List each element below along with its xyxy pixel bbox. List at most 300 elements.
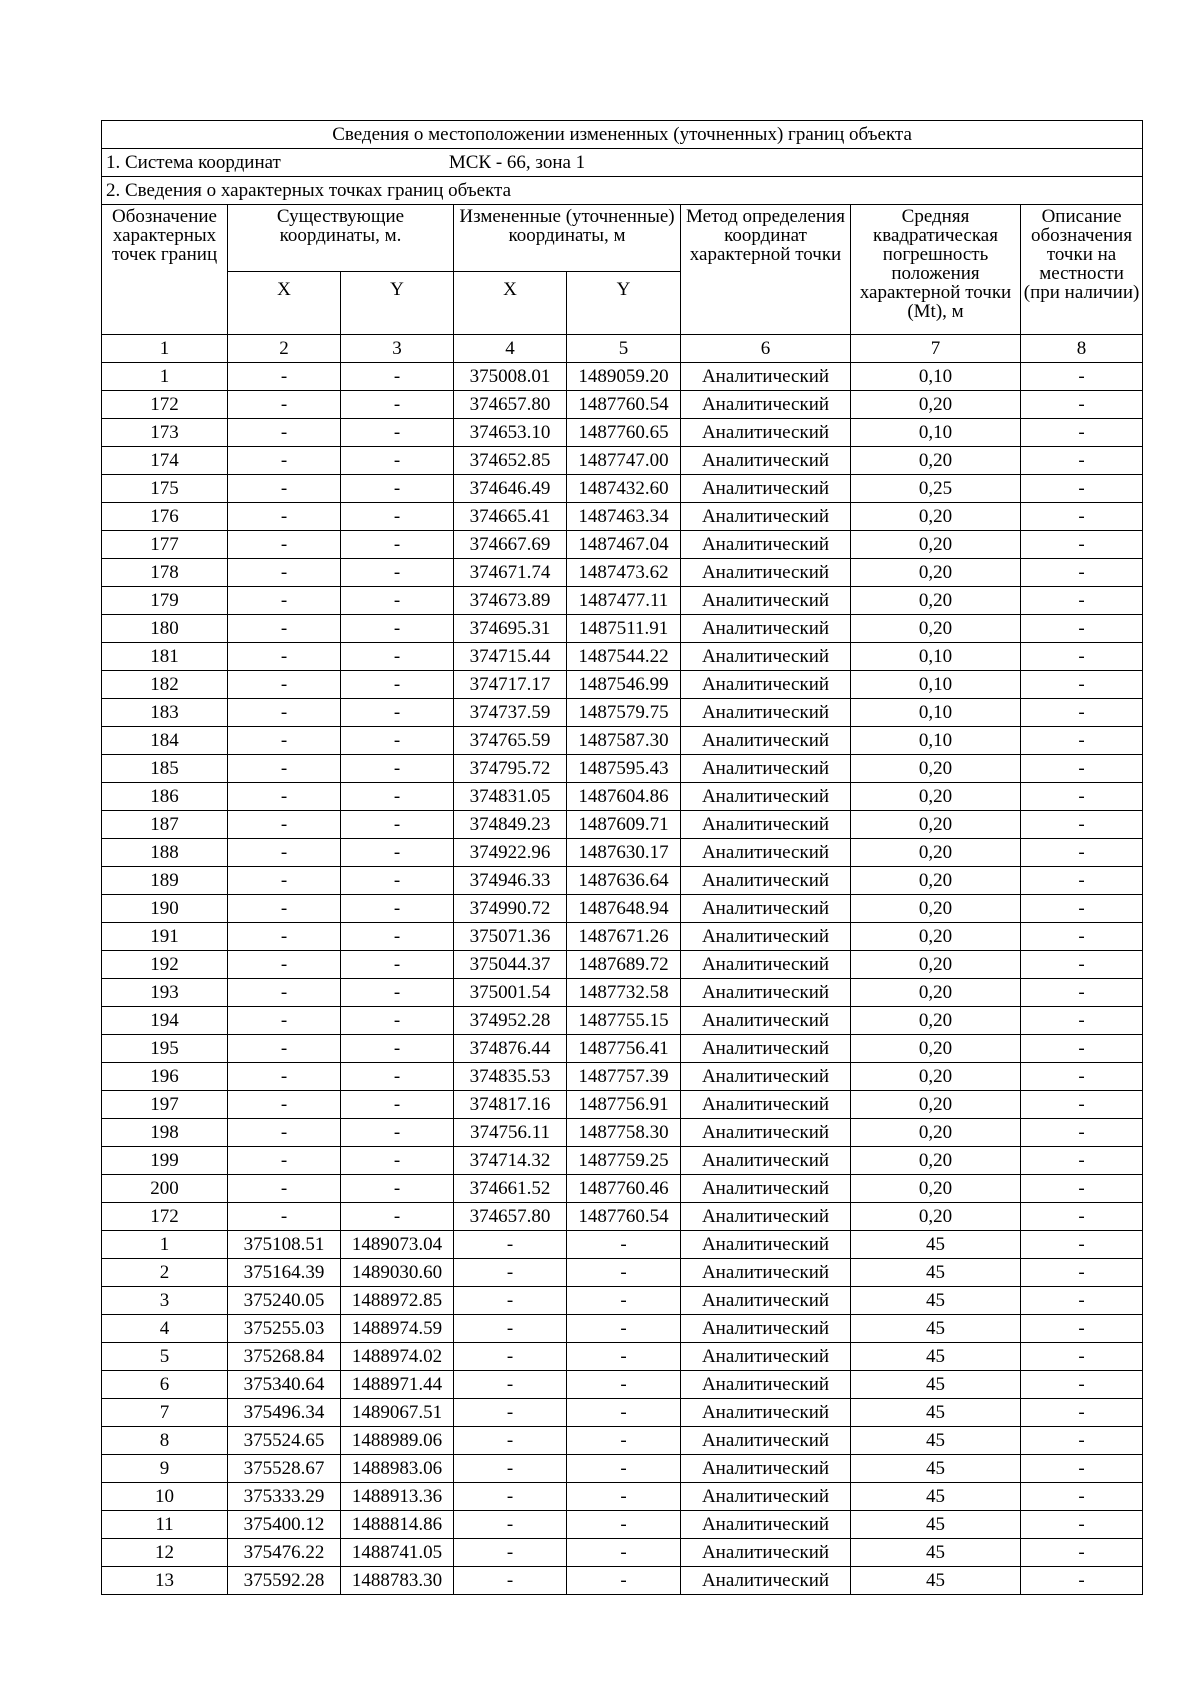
table-row (102, 447, 1143, 475)
point-id-cell: 1 (102, 1231, 228, 1259)
point-id-cell: 192 (102, 951, 228, 979)
header-existing-coords: Существующие координаты, м. (228, 205, 454, 272)
existing-x-cell: - (228, 1175, 341, 1203)
table-row (102, 643, 1143, 671)
changed-y-cell: 1487756.91 (567, 1091, 681, 1119)
changed-y-cell: 1487756.41 (567, 1035, 681, 1063)
description-cell: - (1021, 699, 1143, 727)
changed-y-cell: 1487755.15 (567, 1007, 681, 1035)
description-cell: - (1021, 615, 1143, 643)
existing-x-cell: 375255.03 (228, 1315, 341, 1343)
existing-x-cell: - (228, 1091, 341, 1119)
changed-y-cell: 1487595.43 (567, 755, 681, 783)
table-row (102, 391, 1143, 419)
method-cell: Аналитический (681, 1427, 851, 1455)
error-cell: 0,10 (851, 363, 1021, 391)
error-cell: 0,20 (851, 447, 1021, 475)
point-id-cell: 193 (102, 979, 228, 1007)
table-row (102, 1063, 1143, 1091)
existing-y-cell: - (341, 363, 454, 391)
changed-x-cell: 374952.28 (454, 1007, 567, 1035)
point-id-cell: 4 (102, 1315, 228, 1343)
changed-y-cell: - (567, 1455, 681, 1483)
method-cell: Аналитический (681, 811, 851, 839)
error-cell: 45 (851, 1455, 1021, 1483)
description-cell: - (1021, 1231, 1143, 1259)
method-cell: Аналитический (681, 643, 851, 671)
error-cell: 45 (851, 1371, 1021, 1399)
table-row (102, 1147, 1143, 1175)
table-row (102, 783, 1143, 811)
changed-x-cell: - (454, 1427, 567, 1455)
method-cell: Аналитический (681, 1063, 851, 1091)
error-cell: 0,20 (851, 531, 1021, 559)
point-id-cell: 178 (102, 559, 228, 587)
method-cell: Аналитический (681, 951, 851, 979)
error-cell: 0,20 (851, 951, 1021, 979)
changed-x-cell: 374714.32 (454, 1147, 567, 1175)
point-id-cell: 195 (102, 1035, 228, 1063)
changed-y-cell: 1487636.64 (567, 867, 681, 895)
point-id-cell: 200 (102, 1175, 228, 1203)
column-number: 7 (851, 335, 1021, 363)
changed-y-cell: - (567, 1231, 681, 1259)
description-cell: - (1021, 783, 1143, 811)
point-id-cell: 11 (102, 1511, 228, 1539)
changed-y-cell: 1487760.54 (567, 391, 681, 419)
changed-x-cell: 374673.89 (454, 587, 567, 615)
method-cell: Аналитический (681, 1091, 851, 1119)
table-row (102, 1287, 1143, 1315)
changed-y-cell: 1487609.71 (567, 811, 681, 839)
existing-y-cell: 1489030.60 (341, 1259, 454, 1287)
method-cell: Аналитический (681, 923, 851, 951)
existing-x-cell: 375333.29 (228, 1483, 341, 1511)
existing-x-cell: 375108.51 (228, 1231, 341, 1259)
existing-x-cell: - (228, 587, 341, 615)
changed-y-cell: 1487587.30 (567, 727, 681, 755)
header-row-1 (102, 205, 1143, 272)
existing-y-cell: - (341, 559, 454, 587)
changed-y-cell: 1487432.60 (567, 475, 681, 503)
existing-x-cell: - (228, 475, 341, 503)
changed-y-cell: 1487760.46 (567, 1175, 681, 1203)
changed-y-cell: 1487511.91 (567, 615, 681, 643)
point-id-cell: 7 (102, 1399, 228, 1427)
changed-x-cell: 374665.41 (454, 503, 567, 531)
point-id-cell: 173 (102, 419, 228, 447)
method-cell: Аналитический (681, 1175, 851, 1203)
method-cell: Аналитический (681, 839, 851, 867)
method-cell: Аналитический (681, 587, 851, 615)
table-row (102, 839, 1143, 867)
error-cell: 0,10 (851, 671, 1021, 699)
changed-x-cell: - (454, 1483, 567, 1511)
table-row (102, 475, 1143, 503)
table-row (102, 923, 1143, 951)
point-id-cell: 6 (102, 1371, 228, 1399)
error-cell: 0,20 (851, 979, 1021, 1007)
existing-y-cell: - (341, 503, 454, 531)
error-cell: 45 (851, 1231, 1021, 1259)
existing-y-cell: 1488974.02 (341, 1343, 454, 1371)
description-cell: - (1021, 1007, 1143, 1035)
point-id-cell: 186 (102, 783, 228, 811)
changed-y-cell: - (567, 1511, 681, 1539)
method-cell: Аналитический (681, 1511, 851, 1539)
point-id-cell: 176 (102, 503, 228, 531)
method-cell: Аналитический (681, 1371, 851, 1399)
existing-y-cell: 1488971.44 (341, 1371, 454, 1399)
point-id-cell: 191 (102, 923, 228, 951)
error-cell: 0,20 (851, 503, 1021, 531)
error-cell: 0,20 (851, 1203, 1021, 1231)
method-cell: Аналитический (681, 1007, 851, 1035)
changed-x-cell: 374737.59 (454, 699, 567, 727)
table-row (102, 1259, 1143, 1287)
error-cell: 45 (851, 1483, 1021, 1511)
changed-y-cell: 1487747.00 (567, 447, 681, 475)
table-row (102, 699, 1143, 727)
changed-x-cell: 374756.11 (454, 1119, 567, 1147)
description-cell: - (1021, 1203, 1143, 1231)
existing-x-cell: - (228, 419, 341, 447)
method-cell: Аналитический (681, 1455, 851, 1483)
method-cell: Аналитический (681, 699, 851, 727)
changed-x-cell: 374835.53 (454, 1063, 567, 1091)
existing-x-cell: - (228, 839, 341, 867)
changed-x-cell: 374671.74 (454, 559, 567, 587)
column-number: 6 (681, 335, 851, 363)
changed-x-cell: 374657.80 (454, 1203, 567, 1231)
point-id-cell: 181 (102, 643, 228, 671)
header-method: Метод определения координат характерной точки (681, 205, 851, 335)
description-cell: - (1021, 979, 1143, 1007)
changed-x-cell: 375044.37 (454, 951, 567, 979)
table-row (102, 867, 1143, 895)
method-cell: Аналитический (681, 531, 851, 559)
method-cell: Аналитический (681, 727, 851, 755)
changed-y-cell: 1487463.34 (567, 503, 681, 531)
changed-x-cell: 374661.52 (454, 1175, 567, 1203)
method-cell: Аналитический (681, 1567, 851, 1595)
changed-y-cell: - (567, 1427, 681, 1455)
table-row (102, 1483, 1143, 1511)
point-id-cell: 9 (102, 1455, 228, 1483)
point-id-cell: 12 (102, 1539, 228, 1567)
column-number: 8 (1021, 335, 1143, 363)
method-cell: Аналитический (681, 475, 851, 503)
existing-x-cell: - (228, 363, 341, 391)
existing-x-cell: - (228, 1035, 341, 1063)
changed-x-cell: - (454, 1287, 567, 1315)
description-cell: - (1021, 419, 1143, 447)
description-cell: - (1021, 923, 1143, 951)
table-title: Сведения о местоположении измененных (уточненных) границ объекта (102, 121, 1143, 149)
table-row (102, 363, 1143, 391)
existing-x-cell: - (228, 727, 341, 755)
changed-x-cell: 375071.36 (454, 923, 567, 951)
method-cell: Аналитический (681, 1343, 851, 1371)
error-cell: 0,20 (851, 839, 1021, 867)
point-id-cell: 190 (102, 895, 228, 923)
error-cell: 45 (851, 1287, 1021, 1315)
method-cell: Аналитический (681, 503, 851, 531)
column-numbers-row (102, 335, 1143, 363)
method-cell: Аналитический (681, 615, 851, 643)
description-cell: - (1021, 1483, 1143, 1511)
changed-x-cell: 374653.10 (454, 419, 567, 447)
existing-x-cell: 375240.05 (228, 1287, 341, 1315)
existing-x-cell: 375268.84 (228, 1343, 341, 1371)
error-cell: 0,20 (851, 1091, 1021, 1119)
method-cell: Аналитический (681, 419, 851, 447)
existing-y-cell: - (341, 1119, 454, 1147)
boundary-points-document (101, 120, 1142, 1595)
point-id-cell: 179 (102, 587, 228, 615)
changed-y-cell: 1487732.58 (567, 979, 681, 1007)
table-row (102, 1371, 1143, 1399)
changed-y-cell: 1487630.17 (567, 839, 681, 867)
changed-y-cell: 1487758.30 (567, 1119, 681, 1147)
description-cell: - (1021, 1371, 1143, 1399)
table-row (102, 419, 1143, 447)
changed-x-cell: 374817.16 (454, 1091, 567, 1119)
error-cell: 0,20 (851, 1119, 1021, 1147)
method-cell: Аналитический (681, 1539, 851, 1567)
existing-y-cell: - (341, 1035, 454, 1063)
changed-x-cell: 375008.01 (454, 363, 567, 391)
changed-x-cell: 374765.59 (454, 727, 567, 755)
changed-y-cell: 1487579.75 (567, 699, 681, 727)
method-cell: Аналитический (681, 363, 851, 391)
coord-system-label: 1. Система координат (106, 151, 281, 173)
error-cell: 45 (851, 1343, 1021, 1371)
method-cell: Аналитический (681, 1287, 851, 1315)
point-id-cell: 184 (102, 727, 228, 755)
changed-y-cell: - (567, 1371, 681, 1399)
description-cell: - (1021, 1455, 1143, 1483)
header-mean-square-error: Средняя квадратическая погрешность положения характерной точки (Mt), м (851, 205, 1021, 335)
table-row (102, 1427, 1143, 1455)
existing-x-cell: - (228, 923, 341, 951)
table-row (102, 1399, 1143, 1427)
point-id-cell: 1 (102, 363, 228, 391)
existing-y-cell: - (341, 895, 454, 923)
existing-y-cell: - (341, 615, 454, 643)
changed-x-cell: - (454, 1343, 567, 1371)
description-cell: - (1021, 895, 1143, 923)
description-cell: - (1021, 1287, 1143, 1315)
method-cell: Аналитический (681, 559, 851, 587)
description-cell: - (1021, 1119, 1143, 1147)
table-row (102, 503, 1143, 531)
changed-x-cell: 374695.31 (454, 615, 567, 643)
method-cell: Аналитический (681, 1203, 851, 1231)
existing-x-cell: - (228, 699, 341, 727)
error-cell: 0,20 (851, 1063, 1021, 1091)
changed-y-cell: - (567, 1567, 681, 1595)
description-cell: - (1021, 1175, 1143, 1203)
point-id-cell: 197 (102, 1091, 228, 1119)
method-cell: Аналитический (681, 447, 851, 475)
title-row (102, 121, 1143, 149)
changed-y-cell: - (567, 1483, 681, 1511)
column-number: 5 (567, 335, 681, 363)
existing-y-cell: 1488972.85 (341, 1287, 454, 1315)
changed-y-cell: 1487689.72 (567, 951, 681, 979)
existing-x-cell: - (228, 895, 341, 923)
table-row (102, 1567, 1143, 1595)
error-cell: 0,20 (851, 391, 1021, 419)
table-row (102, 1511, 1143, 1539)
method-cell: Аналитический (681, 755, 851, 783)
existing-x-cell: - (228, 979, 341, 1007)
table-row (102, 531, 1143, 559)
existing-y-cell: - (341, 811, 454, 839)
error-cell: 0,20 (851, 923, 1021, 951)
existing-x-cell: - (228, 1147, 341, 1175)
existing-y-cell: - (341, 839, 454, 867)
column-number: 1 (102, 335, 228, 363)
changed-x-cell: 374831.05 (454, 783, 567, 811)
existing-y-cell: - (341, 979, 454, 1007)
error-cell: 0,20 (851, 867, 1021, 895)
changed-x-cell: 374717.17 (454, 671, 567, 699)
existing-x-cell: 375476.22 (228, 1539, 341, 1567)
existing-y-cell: - (341, 419, 454, 447)
description-cell: - (1021, 1035, 1143, 1063)
existing-x-cell: 375524.65 (228, 1427, 341, 1455)
point-id-cell: 177 (102, 531, 228, 559)
table-row (102, 615, 1143, 643)
existing-y-cell: 1489067.51 (341, 1399, 454, 1427)
changed-y-cell: 1487473.62 (567, 559, 681, 587)
description-cell: - (1021, 475, 1143, 503)
existing-y-cell: - (341, 1203, 454, 1231)
error-cell: 0,20 (851, 1147, 1021, 1175)
existing-x-cell: - (228, 559, 341, 587)
header-description: Описание обозначения точки на местности (при наличии) (1021, 205, 1143, 335)
existing-x-cell: 375528.67 (228, 1455, 341, 1483)
table-row (102, 1343, 1143, 1371)
error-cell: 45 (851, 1511, 1021, 1539)
changed-x-cell: - (454, 1399, 567, 1427)
existing-y-cell: - (341, 951, 454, 979)
existing-y-cell: - (341, 755, 454, 783)
table-row (102, 811, 1143, 839)
column-number: 2 (228, 335, 341, 363)
error-cell: 45 (851, 1315, 1021, 1343)
error-cell: 45 (851, 1427, 1021, 1455)
header-existing-x: X (228, 272, 341, 335)
description-cell: - (1021, 503, 1143, 531)
existing-y-cell: - (341, 1007, 454, 1035)
changed-x-cell: - (454, 1259, 567, 1287)
description-cell: - (1021, 447, 1143, 475)
changed-x-cell: - (454, 1455, 567, 1483)
changed-y-cell: 1489059.20 (567, 363, 681, 391)
error-cell: 0,10 (851, 699, 1021, 727)
error-cell: 0,20 (851, 615, 1021, 643)
point-id-cell: 185 (102, 755, 228, 783)
changed-x-cell: - (454, 1539, 567, 1567)
existing-x-cell: - (228, 783, 341, 811)
error-cell: 0,20 (851, 755, 1021, 783)
point-id-cell: 182 (102, 671, 228, 699)
existing-x-cell: - (228, 1203, 341, 1231)
changed-x-cell: 374652.85 (454, 447, 567, 475)
existing-y-cell: - (341, 699, 454, 727)
changed-x-cell: 374849.23 (454, 811, 567, 839)
existing-y-cell: - (341, 1091, 454, 1119)
method-cell: Аналитический (681, 1231, 851, 1259)
existing-x-cell: 375496.34 (228, 1399, 341, 1427)
changed-y-cell: 1487759.25 (567, 1147, 681, 1175)
point-id-cell: 3 (102, 1287, 228, 1315)
table-row (102, 895, 1143, 923)
changed-y-cell: 1487648.94 (567, 895, 681, 923)
existing-x-cell: 375592.28 (228, 1567, 341, 1595)
description-cell: - (1021, 727, 1143, 755)
existing-x-cell: - (228, 447, 341, 475)
description-cell: - (1021, 755, 1143, 783)
changed-x-cell: 374646.49 (454, 475, 567, 503)
table-row (102, 1539, 1143, 1567)
description-cell: - (1021, 1539, 1143, 1567)
header-changed-x: X (454, 272, 567, 335)
existing-x-cell: - (228, 671, 341, 699)
point-id-cell: 5 (102, 1343, 228, 1371)
description-cell: - (1021, 1259, 1143, 1287)
error-cell: 0,10 (851, 419, 1021, 447)
existing-y-cell: - (341, 867, 454, 895)
table-row (102, 951, 1143, 979)
existing-y-cell: - (341, 447, 454, 475)
point-id-cell: 196 (102, 1063, 228, 1091)
header-changed-y: Y (567, 272, 681, 335)
changed-x-cell: 374876.44 (454, 1035, 567, 1063)
changed-y-cell: 1487467.04 (567, 531, 681, 559)
table-row (102, 755, 1143, 783)
coord-system-cell (102, 149, 1143, 177)
changed-y-cell: - (567, 1399, 681, 1427)
point-id-cell: 183 (102, 699, 228, 727)
changed-y-cell: - (567, 1343, 681, 1371)
changed-y-cell: 1487544.22 (567, 643, 681, 671)
boundary-points-table (101, 120, 1143, 1595)
existing-x-cell: 375164.39 (228, 1259, 341, 1287)
existing-y-cell: 1488989.06 (341, 1427, 454, 1455)
changed-x-cell: 374990.72 (454, 895, 567, 923)
table-row (102, 559, 1143, 587)
description-cell: - (1021, 839, 1143, 867)
existing-y-cell: - (341, 671, 454, 699)
description-cell: - (1021, 363, 1143, 391)
table-row (102, 727, 1143, 755)
existing-y-cell: 1489073.04 (341, 1231, 454, 1259)
point-id-cell: 13 (102, 1567, 228, 1595)
method-cell: Аналитический (681, 671, 851, 699)
existing-y-cell: 1488741.05 (341, 1539, 454, 1567)
point-id-cell: 198 (102, 1119, 228, 1147)
method-cell: Аналитический (681, 391, 851, 419)
changed-x-cell: 374946.33 (454, 867, 567, 895)
error-cell: 0,20 (851, 783, 1021, 811)
existing-y-cell: - (341, 587, 454, 615)
error-cell: 0,20 (851, 1175, 1021, 1203)
header-changed-coords: Измененные (уточненные) координаты, м (454, 205, 681, 272)
